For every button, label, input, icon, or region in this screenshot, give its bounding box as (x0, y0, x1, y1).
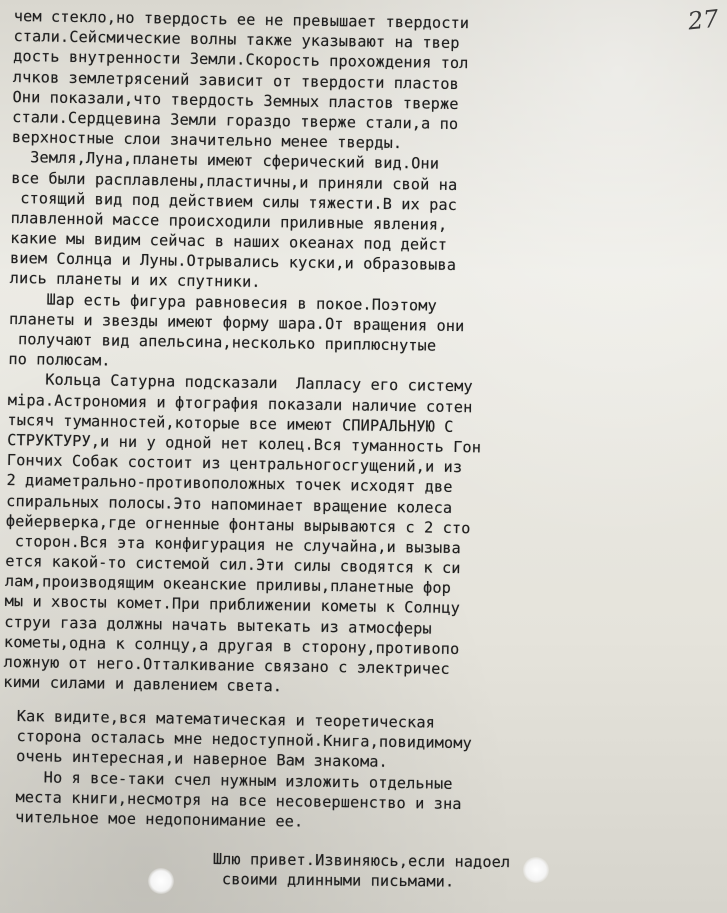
text-line: лчков землетрясений зависит от твердости пластов (12, 67, 460, 93)
text-line: Они показали,что твердость Земных пластов тверже (12, 87, 459, 113)
text-line: чем стекло,но твердость ее не превышает твердости (13, 6, 470, 33)
text-line: получают вид апельсина,несколько приплюснутые (8, 329, 437, 355)
text-line: Земля,Луна,планеты имеют сферический вид.Они (11, 148, 440, 174)
text-line: спиральных полосы.Это напоминает вращение колеса (6, 491, 453, 517)
text-line: лам,производящим океанские приливы,планетные фор (4, 572, 452, 598)
text-line: мы и хвосты комет.При приближении кометы к Солнцу (4, 592, 461, 618)
text-line: Гончих Собак состоит из центральногосгущений,и из (6, 451, 463, 477)
text-line: все были расплавлены,пластичны,и приняли свой на (11, 168, 458, 194)
text-line: дость внутренности Земли.Скорость прохождения тол (13, 47, 469, 73)
text-line: стали.Сейсмические волны также указывают на твер (13, 27, 460, 53)
text-line: Но я все-таки счел нужным изложить отдельные (15, 767, 453, 793)
text-line: тысяч туманностей,которые все имеют СПИРАЛЬНУЮ С (7, 410, 454, 436)
text-line: Как видите,вся математическая и теоретическая (16, 706, 436, 732)
text-line: Шлю привет.Извиняюсь,если надоел (212, 849, 511, 872)
text-line: ется какой-то системой сил.Эти силы сводятся к си (5, 551, 461, 578)
text-line: по полюсам. (8, 350, 111, 370)
signoff (213, 849, 511, 892)
closing-paragraph (15, 706, 472, 834)
text-line: сторон.Вся эта конфигурация не случайна,и вызыва (5, 531, 462, 557)
text-line: ложную от него.Отталкивание связано с электричес (3, 652, 450, 678)
text-line: кими силами и давлением света. (3, 673, 283, 696)
text-line: Кольца Сатурна подсказали Лапласу его систему (7, 370, 473, 396)
punch-hole (523, 857, 549, 883)
text-line: места книги,несмотря на все несовершенство и зна (15, 787, 462, 813)
text-line: лись планеты и их спутники. (9, 269, 261, 292)
text-line: фейерверка,где огненные фонтаны вырываются с 2 сто (5, 511, 471, 537)
text-line: СТРУКТУРУ,и ни у одной нет колец.Вся туманность Гон (7, 430, 482, 457)
text-line: вием Солнца и Луны.Отрывались куски,и образовыва (9, 249, 457, 275)
text-line: сторона осталась мне недоступной.Книга,повидимому (16, 727, 473, 753)
text-line: стали.Сердцевина Земли гораздо тверже стали,а по (12, 107, 459, 133)
punch-hole (148, 868, 174, 894)
text-line: кометы,одна к солнцу,а другая в сторону,противопо (3, 632, 460, 658)
text-line: чительное мое недопонимание ее. (15, 807, 304, 831)
handwritten-page-number: 27 (687, 4, 721, 36)
text-line: Шар есть фигура равновесия в покое.Поэтому (9, 289, 438, 315)
text-line: своими длинными письмами. (212, 870, 455, 891)
text-line: какие мы видим сейчас в наших океанах под дейст (10, 229, 448, 254)
text-line: струи газа должны начать вытекать из атмосферы (4, 612, 432, 638)
main-text-block (3, 6, 488, 700)
text-line: планеты и звезды имеют форму шара.От вращения они (8, 309, 465, 335)
text-line: 2 диаметрально-противоположных точек исходят две (6, 471, 453, 497)
text-line: очень интересная,и наверное Вам знакома. (16, 747, 389, 772)
text-line: плавленной массе происходили приливные явления, (10, 208, 448, 234)
text-line: міра.Астрономия и фтография показали наличие сотен (7, 390, 473, 416)
text-line: стоящий вид под действием силы тяжести.В их рас (10, 188, 458, 214)
text-line: верхностные слои значительно менее тверды. (11, 128, 403, 153)
